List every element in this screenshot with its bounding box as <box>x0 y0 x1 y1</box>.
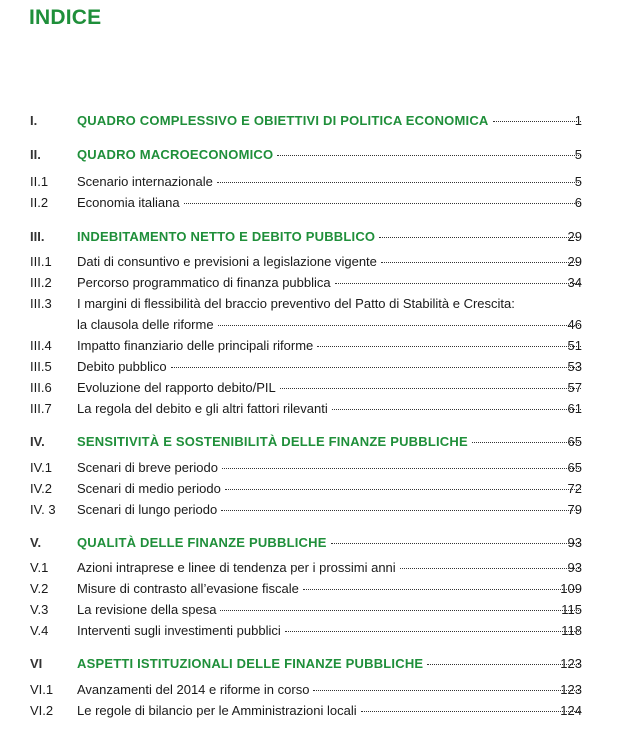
page-number: 57 <box>567 380 582 395</box>
toc-section[interactable] <box>0 500 636 520</box>
chapter-number: I. <box>30 113 38 128</box>
section-title: La revisione della spesa <box>77 602 217 617</box>
toc-section[interactable] <box>0 621 636 641</box>
page-number: 124 <box>560 703 582 718</box>
dot-leader <box>285 630 581 632</box>
section-number: II.2 <box>30 195 49 210</box>
dot-leader <box>218 324 581 326</box>
section-title: Debito pubblico <box>77 359 167 374</box>
section-title-line1: I margini di flessibilità del braccio preventivo del Patto di Stabilità e Crescita: <box>77 296 515 311</box>
page-number: 109 <box>560 581 582 596</box>
section-number: III.2 <box>30 275 52 290</box>
toc-section-continuation[interactable] <box>0 315 636 335</box>
chapter-title: ASPETTI ISTITUZIONALI DELLE FINANZE PUBBLICHE <box>77 656 424 671</box>
toc-section[interactable] <box>0 479 636 499</box>
section-number: VI.1 <box>30 682 54 697</box>
dot-leader <box>277 154 581 156</box>
dot-leader <box>335 282 581 284</box>
dot-leader <box>303 588 581 590</box>
section-number: II.1 <box>30 174 49 189</box>
chapter-title: QUADRO COMPLESSIVO E OBIETTIVI DI POLITICA ECONOMICA <box>77 113 489 128</box>
section-title: Scenari di breve periodo <box>77 460 218 475</box>
toc-section[interactable] <box>0 273 636 293</box>
section-number: V.2 <box>30 581 49 596</box>
section-number: III.4 <box>30 338 52 353</box>
dot-leader <box>313 689 581 691</box>
section-number: V.4 <box>30 623 49 638</box>
toc-section[interactable] <box>0 399 636 419</box>
toc-section[interactable] <box>0 357 636 377</box>
section-title: Scenari di medio periodo <box>77 481 221 496</box>
dot-leader <box>331 542 581 544</box>
section-title: Evoluzione del rapporto debito/PIL <box>77 380 276 395</box>
dot-leader <box>184 202 581 204</box>
toc-section[interactable] <box>0 701 636 721</box>
section-number: III.6 <box>30 380 52 395</box>
toc-section[interactable] <box>0 558 636 578</box>
page-number: 51 <box>567 338 582 353</box>
page-number: 118 <box>561 623 582 638</box>
dot-leader <box>221 509 581 511</box>
toc-chapter[interactable] <box>0 111 636 131</box>
section-title: Misure di contrasto all’evasione fiscale <box>77 581 299 596</box>
section-title: Impatto finanziario delle principali riforme <box>77 338 314 353</box>
dot-leader <box>220 609 581 611</box>
section-number: IV.2 <box>30 481 52 496</box>
section-number: IV.1 <box>30 460 52 475</box>
page-title: INDICE <box>29 6 102 29</box>
dot-leader <box>361 710 581 712</box>
page-number: 29 <box>567 254 582 269</box>
page-number: 79 <box>567 502 582 517</box>
section-title: La regola del debito e gli altri fattori rilevanti <box>77 401 328 416</box>
section-number: IV. 3 <box>30 502 56 517</box>
section-number: V.1 <box>30 560 49 575</box>
chapter-number: IV. <box>30 434 45 449</box>
chapter-number: III. <box>30 229 45 244</box>
chapter-title: QUALITÀ DELLE FINANZE PUBBLICHE <box>77 535 327 550</box>
section-number: III.7 <box>30 401 52 416</box>
page-number: 53 <box>567 359 582 374</box>
page-number: 123 <box>560 656 582 671</box>
dot-leader <box>472 441 581 443</box>
chapter-title: QUADRO MACROECONOMICO <box>77 147 274 162</box>
dot-leader <box>427 663 581 665</box>
chapter-number: VI <box>30 656 43 671</box>
page-number: 65 <box>567 434 582 449</box>
section-number: V.3 <box>30 602 49 617</box>
section-title: Azioni intraprese e linee di tendenza per i prossimi anni <box>77 560 396 575</box>
section-title: Scenario internazionale <box>77 174 213 189</box>
section-number: III.5 <box>30 359 52 374</box>
toc-section[interactable] <box>0 378 636 398</box>
chapter-title: SENSITIVITÀ E SOSTENIBILITÀ DELLE FINANZE PUBBLICHE <box>77 434 468 449</box>
section-title: Avanzamenti del 2014 e riforme in corso <box>77 682 310 697</box>
chapter-number: II. <box>30 147 41 162</box>
toc-chapter[interactable] <box>0 654 636 674</box>
toc-section[interactable] <box>0 172 636 192</box>
page-number: 93 <box>567 535 582 550</box>
dot-leader <box>317 345 581 347</box>
page-number: 5 <box>574 147 582 162</box>
toc-section[interactable] <box>0 600 636 620</box>
page-number: 123 <box>560 682 582 697</box>
page-number: 5 <box>574 174 582 189</box>
toc-section[interactable] <box>0 458 636 478</box>
dot-leader <box>400 567 581 569</box>
page-number: 115 <box>561 602 582 617</box>
dot-leader <box>379 236 581 238</box>
toc-section[interactable] <box>0 294 636 314</box>
page-number: 46 <box>567 317 582 332</box>
chapter-title: INDEBITAMENTO NETTO E DEBITO PUBBLICO <box>77 229 376 244</box>
toc-chapter[interactable] <box>0 533 636 553</box>
page-number: 29 <box>567 229 582 244</box>
section-number: III.3 <box>30 296 52 311</box>
section-title: Economia italiana <box>77 195 180 210</box>
dot-leader <box>222 467 581 469</box>
section-number: III.1 <box>30 254 52 269</box>
page-number: 61 <box>567 401 582 416</box>
page-number: 93 <box>567 560 582 575</box>
toc-section[interactable] <box>0 193 636 213</box>
section-title: la clausola delle riforme <box>77 317 214 332</box>
dot-leader <box>171 366 581 368</box>
section-number: VI.2 <box>30 703 54 718</box>
section-title: Scenari di lungo periodo <box>77 502 218 517</box>
page-number: 65 <box>567 460 582 475</box>
chapter-number: V. <box>30 535 42 550</box>
toc-section[interactable] <box>0 579 636 599</box>
toc-section[interactable] <box>0 680 636 700</box>
toc-section[interactable] <box>0 252 636 272</box>
toc-chapter[interactable] <box>0 227 636 247</box>
page-number: 1 <box>574 113 582 128</box>
dot-leader <box>381 261 581 263</box>
section-title: Dati di consuntivo e previsioni a legislazione vigente <box>77 254 377 269</box>
section-title: Interventi sugli investimenti pubblici <box>77 623 281 638</box>
toc-chapter[interactable] <box>0 145 636 165</box>
dot-leader <box>280 387 581 389</box>
toc-section[interactable] <box>0 336 636 356</box>
dot-leader <box>225 488 581 490</box>
page-number: 34 <box>567 275 582 290</box>
toc-chapter[interactable] <box>0 432 636 452</box>
page-number: 72 <box>567 481 582 496</box>
page-number: 6 <box>574 195 582 210</box>
dot-leader <box>493 120 582 122</box>
section-title: Percorso programmatico di finanza pubblica <box>77 275 331 290</box>
dot-leader <box>217 181 581 183</box>
dot-leader <box>332 408 581 410</box>
section-title: Le regole di bilancio per le Amministrazioni locali <box>77 703 357 718</box>
